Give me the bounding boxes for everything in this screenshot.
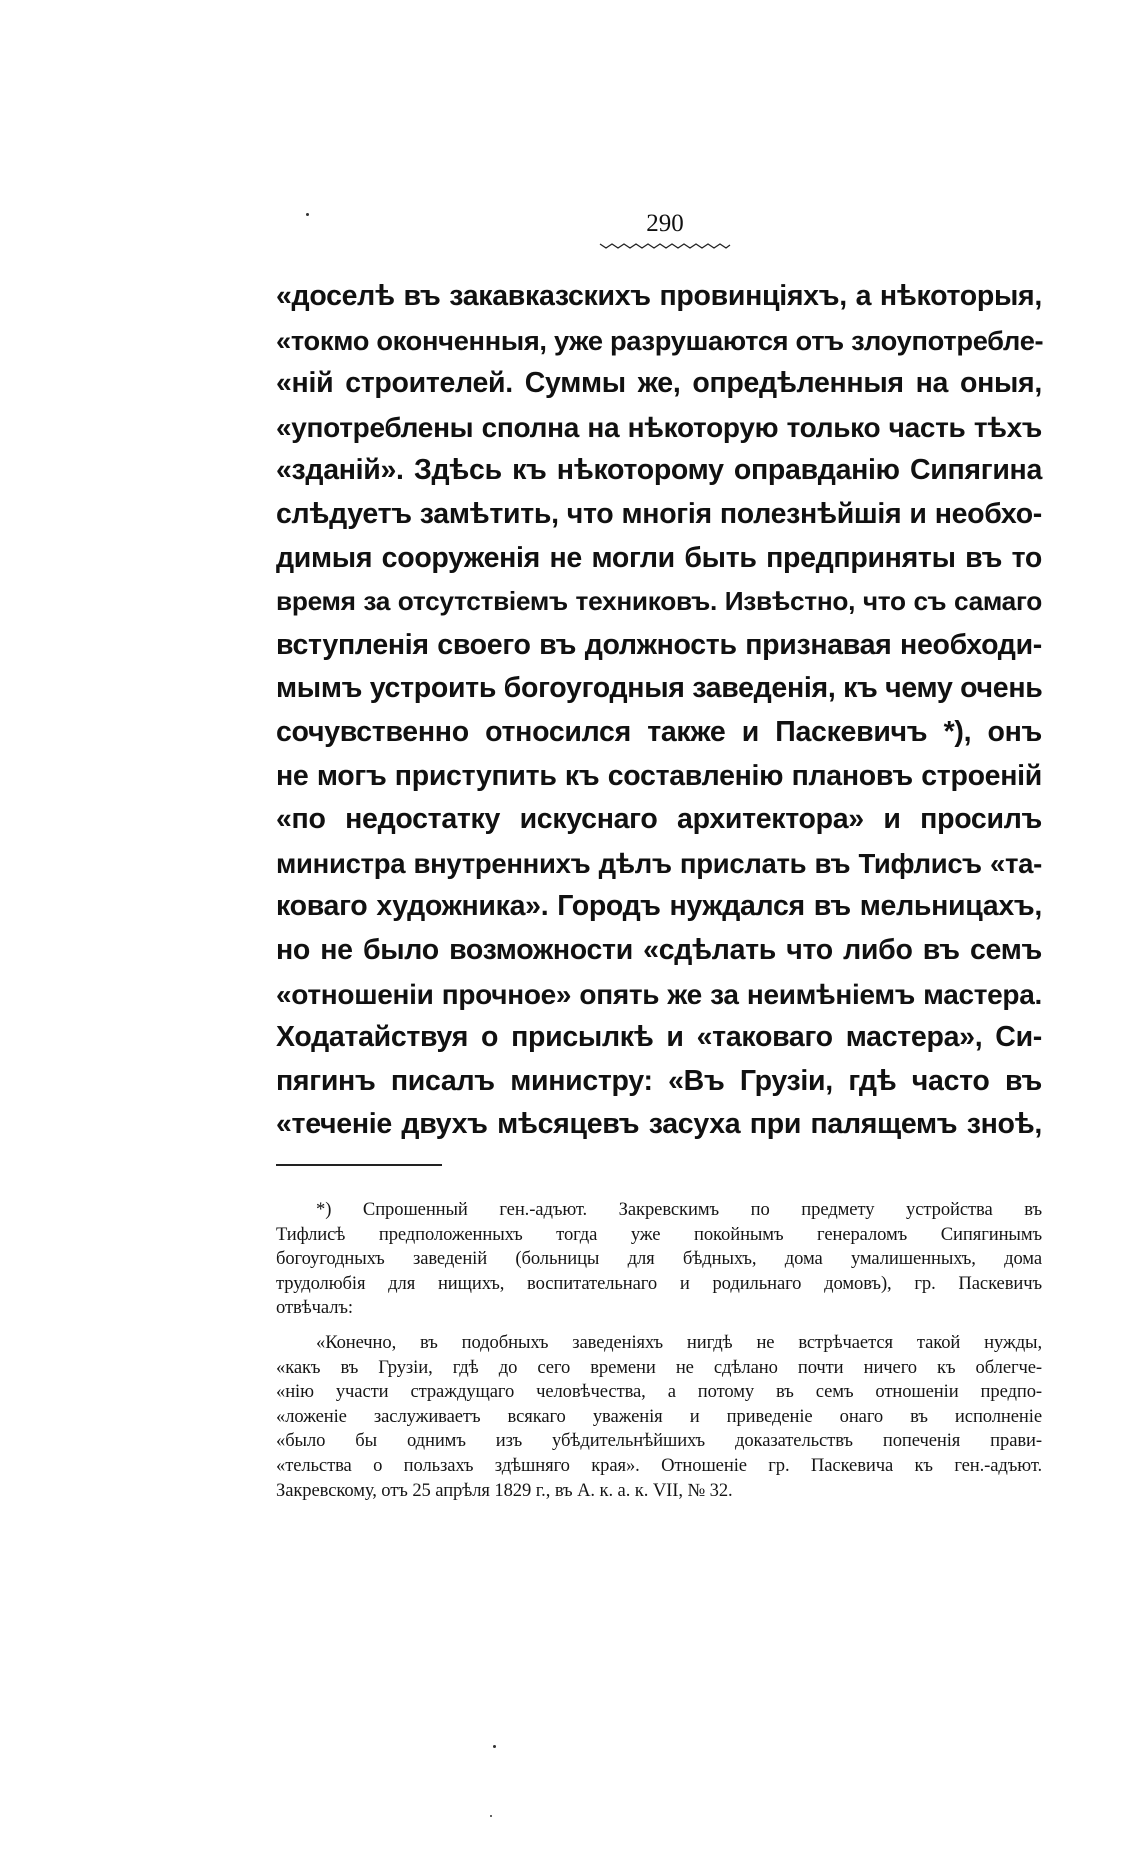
footnote-line: «ложеніе заслуживаетъ всякаго уваженія и приведеніе онаго въ исполненіе <box>276 1405 1042 1427</box>
main-text-line: «отношеніи прочное» опять же за неимѣніемъ мастера. <box>276 978 1042 1010</box>
main-text-line: сочувственно относился также и Паскевичъ *), онъ <box>276 715 1042 748</box>
main-text-line: слѣдуетъ замѣтить, что многія полезнѣйшія и необхо- <box>276 497 1042 530</box>
main-text-line: коваго художника». Городъ нуждался въ мельницахъ, <box>276 890 1042 923</box>
footnote-line: отвѣчалъ: <box>276 1297 353 1319</box>
main-text-line: «токмо оконченныя, уже разрушаются отъ злоупотребле- <box>276 324 1044 356</box>
main-text-line: димыя сооруженія не могли быть предприняты въ то <box>276 541 1042 574</box>
main-text-line: «по недостатку искуснаго архитектора» и просилъ <box>276 803 1042 836</box>
main-text-line: «употреблены сполна на нѣкоторую только часть тѣхъ <box>276 411 1042 443</box>
scan-speck <box>306 213 309 216</box>
footnote-paragraph-gap <box>276 1321 1042 1331</box>
main-text-line: мымъ устроить богоугодныя заведенія, къ чему очень <box>276 672 1043 705</box>
main-text-line: вступленія своего въ должность признавая необходи- <box>276 628 1042 661</box>
main-text-line: министра внутреннихъ дѣлъ прислать въ Тифлисъ «та- <box>276 847 1042 879</box>
footnote-line: Закревскому, отъ 25 апрѣля 1829 г., въ А. к. а. к. VII, № 32. <box>276 1479 733 1501</box>
footnote-line: «было бы однимъ изъ убѣдительнѣйшихъ доказательствъ попеченія прави- <box>276 1430 1042 1452</box>
footnote-line: богоугодныхъ заведеній (больницы для бѣдныхъ, дома умалишенныхъ, дома <box>276 1248 1042 1270</box>
footnote-separator <box>276 1164 442 1166</box>
main-text-line: «ній строителей. Суммы же, опредѣленныя на оныя, <box>276 367 1042 400</box>
main-text-line: не могъ приступить къ составленію плановъ строеній <box>276 759 1042 792</box>
footnote-line: *) Спрошенный ген.-адъют. Закревскимъ по предмету устройства въ <box>316 1199 1042 1220</box>
footnote <box>276 1198 1042 1503</box>
footnote-line: «Конечно, въ подобныхъ заведеніяхъ нигдѣ не встрѣчается такой нужды, <box>316 1331 1042 1353</box>
main-text-line: «доселѣ въ закавказскихъ провинціяхъ, а нѣкоторыя, <box>276 280 1042 312</box>
footnote-line: Тифлисѣ предположенныхъ тогда уже покойнымъ генераломъ Сипягинымъ <box>276 1223 1042 1245</box>
main-text-line: «теченіе двухъ мѣсяцевъ засуха при палящемъ зноѣ, <box>276 1108 1042 1141</box>
page-number-ornament <box>598 238 732 252</box>
main-text-line: пягинъ писалъ министру: «Въ Грузіи, гдѣ часто въ <box>276 1064 1042 1097</box>
main-text-line: время за отсутствіемъ техниковъ. Извѣстно, что съ самаго <box>276 586 1042 617</box>
footnote-line: «какъ въ Грузіи, гдѣ до сего времени не сдѣлано почти ничего къ облегче- <box>276 1356 1042 1378</box>
page-number: 290 <box>646 210 684 237</box>
footnote-line: «тельства о пользахъ здѣшняго края». Отношеніе гр. Паскевича къ ген.-адъют. <box>276 1454 1042 1476</box>
footnote-line: трудолюбія для нищихъ, воспитательнаго и родильнаго домовъ), гр. Паскевичъ <box>276 1272 1042 1294</box>
scan-speck <box>490 1815 492 1817</box>
main-text <box>276 275 1042 1147</box>
main-text-line: но не было возможности «сдѣлать что либо въ семъ <box>276 933 1042 966</box>
scan-speck <box>493 1745 496 1748</box>
footnote-line: «нію участи страждущаго человѣчества, а потому въ семъ отношеніи предпо- <box>276 1381 1042 1403</box>
main-text-line: «зданій». Здѣсь къ нѣкоторому оправданію Сипягина <box>276 454 1042 487</box>
main-text-line: Ходатайствуя о присылкѣ и «таковаго мастера», Си- <box>276 1021 1042 1054</box>
